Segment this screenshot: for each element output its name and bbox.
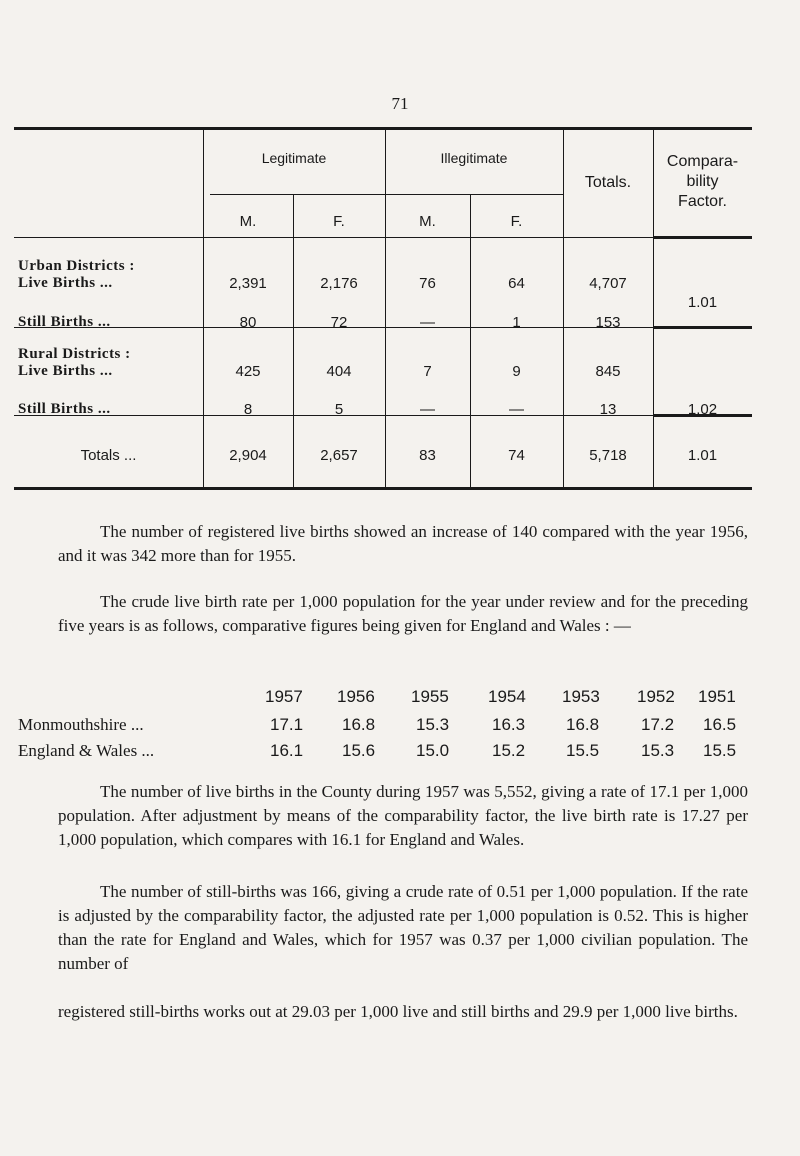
paragraph-increase xyxy=(58,520,748,568)
header-comparability-line: Compara- xyxy=(666,153,739,170)
rate-row-label: Monmouthshire ... xyxy=(18,715,144,734)
paragraph-text: The number of live births in the County during 1957 was 5,552, giving a rate of 17.1 per 1,000 population. After adjustment by means of the comparability factor, the live birth rate is 17.27 per 1,000 population, which compares with 16.1 for England and Wales. xyxy=(58,782,748,849)
rate-value: 16.5 xyxy=(703,715,737,734)
urban-districts-heading: Urban Districts : xyxy=(18,258,135,274)
table-cell: — xyxy=(420,401,435,418)
urban-still-births-label: Still Births ... xyxy=(18,314,111,330)
table-bottom-rule xyxy=(14,487,752,490)
header-legit-f: F. xyxy=(333,213,345,230)
header-illegitimate: Illegitimate xyxy=(440,150,508,166)
rate-value: 15.3 xyxy=(416,715,450,734)
section-rule-factor xyxy=(653,326,752,329)
table-cell: 7 xyxy=(423,363,432,380)
year-header: 1951 xyxy=(698,687,736,706)
paragraph-text: registered still-births works out at 29.03 per 1,000 live and still births and 29.9 per 1,000 live births. xyxy=(58,1002,738,1021)
table-cell: 80 xyxy=(239,314,257,331)
header-illegit-f: F. xyxy=(510,213,523,230)
table-cell: 2,391 xyxy=(229,275,267,292)
header-illegit-m: M. xyxy=(419,213,436,230)
table-cell: 845 xyxy=(595,363,621,380)
year-header: 1952 xyxy=(637,687,675,706)
rate-value: 16.1 xyxy=(270,741,304,760)
rural-still-births-label: Still Births ... xyxy=(18,401,111,417)
header-comparability xyxy=(653,152,752,212)
paragraph-crude-rate xyxy=(58,590,748,638)
rural-districts-heading: Rural Districts : xyxy=(18,346,131,362)
rate-value: 17.1 xyxy=(270,715,304,734)
table-cell: 404 xyxy=(326,363,352,380)
rate-row-label: England & Wales ... xyxy=(18,741,155,760)
rate-value: 15.5 xyxy=(566,741,600,760)
table-cell: 2,657 xyxy=(320,447,358,464)
table-cell: — xyxy=(509,401,524,418)
paragraph-still-births xyxy=(58,880,748,976)
paragraph-text: The crude live birth rate per 1,000 population for the year under review and for the preceding five years is as follows, comparative figures being given for England and Wales : — xyxy=(58,592,748,635)
table-cell: 9 xyxy=(512,363,521,380)
col-divider xyxy=(385,130,386,487)
table-cell: 5 xyxy=(334,401,344,418)
header-legit-m: M. xyxy=(239,213,257,230)
table-cell: 83 xyxy=(419,447,436,464)
year-header: 1957 xyxy=(265,687,303,706)
table-cell: 76 xyxy=(419,275,436,292)
page-number: 71 xyxy=(391,94,409,113)
rate-value: 15.2 xyxy=(492,741,526,760)
paragraph-text: The number of registered live births showed an increase of 140 compared with the year 1956, and it was 342 more than for 1955. xyxy=(58,522,748,565)
urban-live-births-label: Live Births ... xyxy=(18,275,113,291)
rate-value: 15.0 xyxy=(416,741,450,760)
rate-value: 17.2 xyxy=(641,715,675,734)
table-cell: 72 xyxy=(330,314,348,331)
table-cell: 4,707 xyxy=(589,275,627,292)
header-rule-factor xyxy=(653,236,752,239)
totals-row-label: Totals ... xyxy=(80,447,137,464)
rate-value: 16.8 xyxy=(342,715,376,734)
table-cell: 2,904 xyxy=(229,447,267,464)
table-cell: 1 xyxy=(512,314,521,331)
table-top-rule xyxy=(14,127,752,130)
rate-value: 15.5 xyxy=(703,741,737,760)
urban-comparability-factor: 1.01 xyxy=(687,294,718,311)
col-divider xyxy=(203,130,204,487)
table-cell: 5,718 xyxy=(589,447,627,464)
rate-value: 15.6 xyxy=(342,741,376,760)
header-rule xyxy=(14,237,653,238)
paragraph-text: The number of still-births was 166, giving a crude rate of 0.51 per 1,000 population. If the rate is adjusted by the comparability factor, the adjusted rate per 1,000 population is 0.52. This is higher than the rate for England and Wales, which for 1957 was 0.37 per 1,000 civilian population. The number of xyxy=(58,882,748,973)
header-legitimate: Legitimate xyxy=(261,150,327,166)
table-cell: 1.01 xyxy=(687,447,718,464)
rate-value: 15.3 xyxy=(641,741,675,760)
rate-value: 16.8 xyxy=(566,715,600,734)
rate-value: 16.3 xyxy=(492,715,526,734)
year-header: 1956 xyxy=(337,687,375,706)
rural-comparability-factor: 1.02 xyxy=(687,401,718,418)
table-cell: 2,176 xyxy=(320,275,358,292)
header-totals: Totals. xyxy=(584,174,632,191)
paragraph-county-live-births xyxy=(58,780,748,852)
paragraph-still-birth-ratio xyxy=(58,1000,748,1024)
table-cell: — xyxy=(420,314,435,331)
header-comparability-line: Factor. xyxy=(678,193,727,210)
header-comparability-line: bility xyxy=(686,173,719,190)
table-cell: 64 xyxy=(508,275,525,292)
rural-live-births-label: Live Births ... xyxy=(18,363,113,379)
year-header: 1955 xyxy=(411,687,449,706)
year-header: 1954 xyxy=(488,687,526,706)
table-cell: 425 xyxy=(235,363,261,380)
subheader-rule xyxy=(210,194,563,195)
table-cell: 13 xyxy=(599,401,617,418)
table-cell: 74 xyxy=(508,447,525,464)
year-header: 1953 xyxy=(562,687,600,706)
table-cell: 8 xyxy=(243,401,253,418)
table-cell: 153 xyxy=(595,314,621,331)
